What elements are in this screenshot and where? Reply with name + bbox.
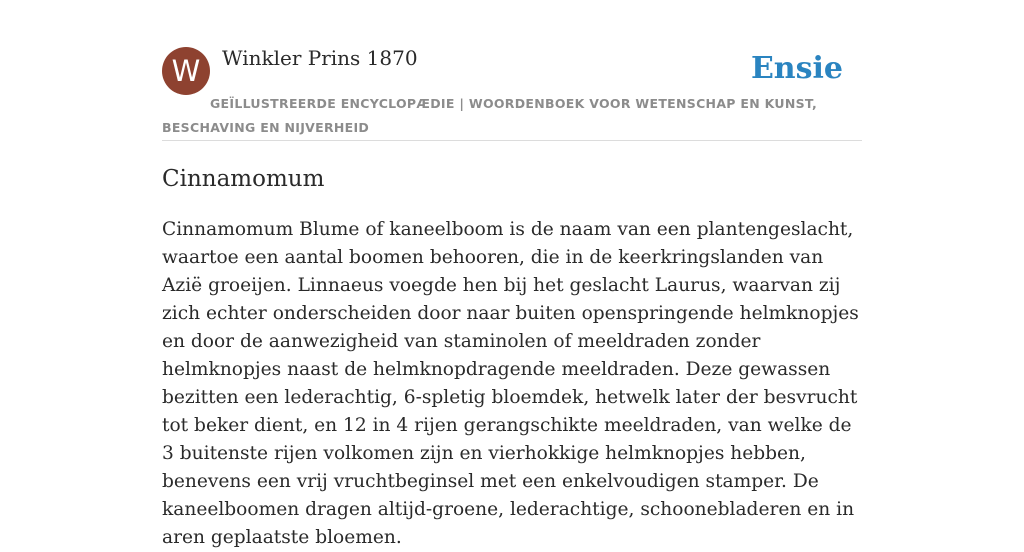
article-title: Cinnamomum — [162, 166, 325, 192]
article-body: Cinnamomum Blume of kaneelboom is de naam van een plantengeslacht, waartoe een aantal boomen behooren, die in de keerkringslanden van Azië groeijen. Linnaeus voegde hen bij het geslacht Laurus, waarvan zij zich echter onderscheiden door naar buiten openspringende helmknopjes en door de aanwezigheid van staminolen of meeldraden zonder helmknopjes naast de helmknopdragende meeldraden. Deze gewassen bezitten een lederachtig, 6-spletig bloemdek, hetwelk later der besvrucht tot beker dient, en 12 in 4 rijen gerangschikte meeldraden, van welke de 3 buitenste rijen volkomen zijn en vierhokkige helmknopjes hebben, benevens een vrij vruchtbeginsel met een enkelvoudigen stamper. De kaneelboomen dragen altijd-groene, lederachtige, schoonebladeren en in aren geplaatste bloemen. — [162, 219, 859, 548]
source-avatar[interactable]: W — [162, 47, 210, 95]
source-header — [162, 46, 862, 141]
source-title[interactable]: Winkler Prins 1870 — [222, 46, 418, 70]
source-subtitle: GEÏLLUSTREERDE ENCYCLOPÆDIE | WOORDENBOEK VOOR WETENSCHAP EN KUNST, BESCHAVING EN NIJVERHEID — [162, 96, 818, 135]
ensie-logo[interactable]: Ensie — [750, 51, 843, 86]
